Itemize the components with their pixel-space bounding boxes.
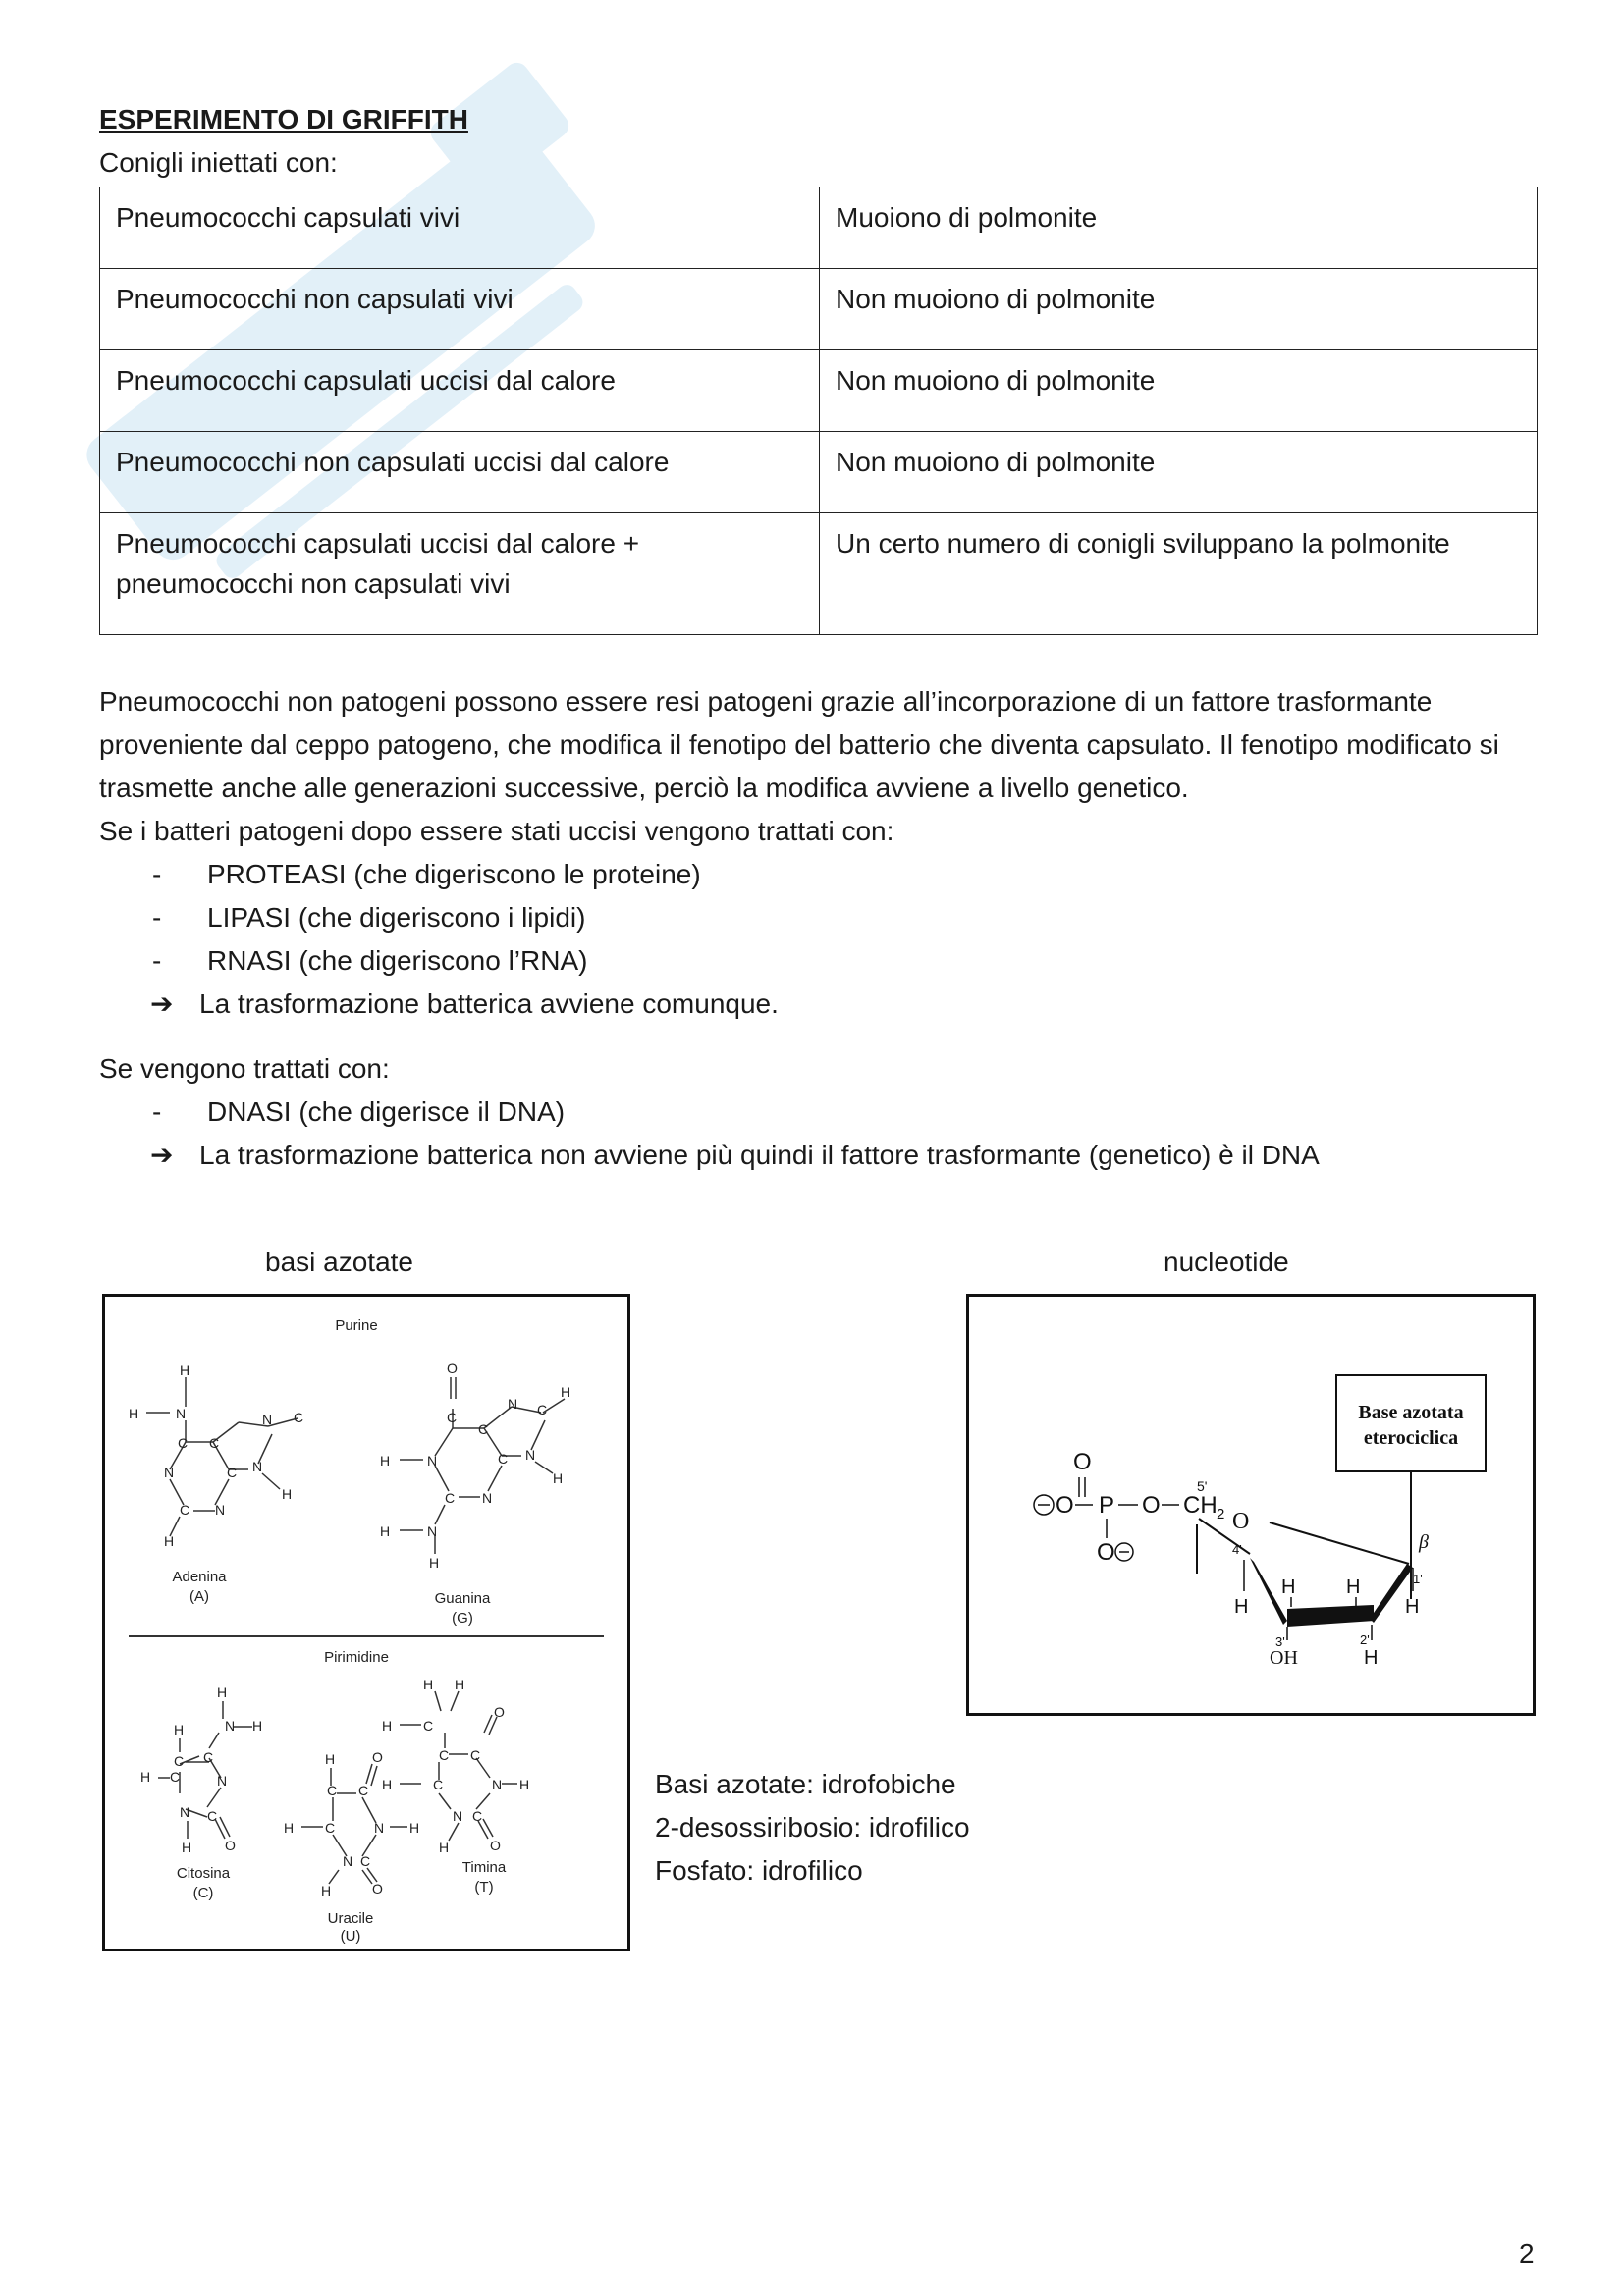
table-row — [100, 350, 1538, 432]
table-cell: Pneumococchi non capsulati vivi — [100, 269, 820, 350]
svg-text:H: H — [252, 1718, 263, 1734]
svg-text:H: H — [1346, 1576, 1361, 1598]
adenine-abbr: (A) — [189, 1588, 209, 1605]
guanine-label: Guanina — [434, 1590, 491, 1607]
deoxyribose-ring — [1197, 1509, 1429, 1669]
svg-text:H: H — [519, 1777, 530, 1792]
svg-text:C: C — [327, 1783, 338, 1798]
svg-text:C: C — [433, 1777, 444, 1792]
svg-text:C: C — [423, 1718, 434, 1734]
svg-text:C: C — [180, 1502, 190, 1518]
uracil-abbr: (U) — [340, 1928, 361, 1945]
page-title: ESPERIMENTO DI GRIFFITH — [99, 104, 468, 134]
svg-text:CH: CH — [1183, 1492, 1218, 1519]
cytosine-abbr: (C) — [192, 1885, 214, 1901]
svg-text:C: C — [227, 1465, 238, 1480]
svg-text:N: N — [482, 1490, 493, 1506]
svg-text:H: H — [140, 1769, 151, 1785]
figure-caption-nucleotide: nucleotide — [1164, 1247, 1289, 1277]
thymine-label: Timina — [461, 1859, 507, 1876]
svg-text:C: C — [325, 1820, 336, 1836]
conclusion-text: La trasformazione batterica non avviene più quindi il fattore trasformante (genetico) è il DNA — [199, 1140, 1320, 1170]
svg-text:C: C — [478, 1421, 489, 1437]
svg-text:C: C — [174, 1753, 185, 1769]
list-item-text: LIPASI (che digeriscono i lipidi) — [207, 902, 586, 933]
svg-text:2: 2 — [1217, 1506, 1225, 1522]
svg-text:3': 3' — [1275, 1634, 1285, 1649]
svg-text:1': 1' — [1413, 1572, 1423, 1586]
table-cell — [100, 513, 820, 635]
svg-text:C: C — [470, 1747, 481, 1763]
svg-text:N: N — [180, 1804, 190, 1820]
svg-text:O: O — [372, 1749, 383, 1765]
svg-text:H: H — [380, 1453, 391, 1468]
uracil-label: Uracile — [327, 1910, 374, 1927]
table-cell-line: pneumococchi non capsulati vivi — [116, 568, 511, 599]
svg-text:H: H — [561, 1384, 571, 1400]
svg-text:H: H — [429, 1555, 440, 1571]
arrow-right-icon: ➔ — [150, 1140, 174, 1170]
cytosine-label: Citosina — [176, 1865, 231, 1882]
svg-text:H: H — [180, 1362, 190, 1378]
table-row — [100, 513, 1538, 635]
table-cell: Pneumococchi non capsulati uccisi dal calore — [100, 432, 820, 513]
svg-text:C: C — [170, 1769, 181, 1785]
bases-diagram — [105, 1297, 627, 1949]
thymine-abbr: (T) — [474, 1879, 494, 1896]
svg-text:C: C — [294, 1410, 304, 1425]
pyrimidine-header: Pirimidine — [324, 1649, 389, 1666]
svg-text:C: C — [445, 1490, 456, 1506]
conclusion-2 — [99, 1134, 1538, 1177]
svg-text:N: N — [492, 1777, 503, 1792]
svg-text:C: C — [498, 1451, 509, 1467]
figure-nucleotide — [966, 1294, 1536, 1716]
base-box — [1336, 1375, 1486, 1471]
svg-text:H: H — [382, 1777, 393, 1792]
list-item: - RNASI (che digeriscono l’RNA) — [152, 945, 588, 976]
svg-text:C: C — [439, 1747, 450, 1763]
svg-text:C: C — [360, 1853, 371, 1869]
list-item-text: RNASI (che digeriscono l’RNA) — [207, 945, 588, 976]
svg-text:H: H — [1281, 1576, 1296, 1598]
svg-text:C: C — [209, 1435, 220, 1451]
svg-text:H: H — [164, 1533, 175, 1549]
svg-text:H: H — [182, 1840, 192, 1855]
properties-notes — [655, 1763, 970, 1893]
svg-text:H: H — [455, 1677, 465, 1692]
svg-text:H: H — [1234, 1596, 1249, 1618]
treatment-intro-1: Se i batteri patogeni dopo essere stati uccisi vengono trattati con: — [99, 816, 894, 846]
treatment-intro-2: Se vengono trattati con: — [99, 1053, 390, 1084]
svg-text:C: C — [537, 1402, 548, 1417]
svg-text:H: H — [282, 1486, 293, 1502]
svg-text:H: H — [325, 1751, 336, 1767]
conclusion-text: La trasformazione batterica avviene comunque. — [199, 988, 779, 1019]
svg-text:H: H — [129, 1406, 139, 1421]
oh-label: OH — [1270, 1647, 1298, 1669]
purine-header: Purine — [335, 1317, 378, 1334]
svg-text:H: H — [174, 1722, 185, 1737]
svg-text:O: O — [1142, 1492, 1161, 1519]
body-paragraph: Pneumococchi non patogeni possono essere resi patogeni grazie all’incorporazione di un fattore trasformante proveniente dal ceppo patogeno, che modifica il fenotipo del batterio che diventa capsulato. Il fenotipo modificato si trasmette anche alle generazioni successive, perciò la modifica avviene a livello genetico. — [99, 686, 1499, 803]
svg-text:H: H — [321, 1883, 332, 1898]
svg-text:4': 4' — [1232, 1542, 1242, 1557]
list-item-text: DNASI (che digerisce il DNA) — [207, 1096, 566, 1127]
svg-text:O: O — [1073, 1449, 1092, 1475]
guanine-abbr: (G) — [452, 1610, 473, 1627]
svg-text:N: N — [215, 1502, 226, 1518]
svg-text:N: N — [508, 1396, 518, 1412]
svg-text:N: N — [427, 1453, 438, 1468]
table-row — [100, 432, 1538, 513]
svg-text:H: H — [380, 1523, 391, 1539]
table-row — [100, 187, 1538, 269]
svg-text:C: C — [178, 1435, 189, 1451]
table-cell: Pneumococchi capsulati vivi — [100, 187, 820, 269]
svg-text:H: H — [423, 1677, 434, 1692]
griffith-table — [99, 187, 1538, 635]
svg-text:N: N — [176, 1406, 187, 1421]
svg-text:C: C — [207, 1808, 218, 1824]
svg-text:P: P — [1099, 1492, 1115, 1519]
svg-text:N: N — [453, 1808, 463, 1824]
note-line: Basi azotate: idrofobiche — [655, 1769, 956, 1799]
document-page — [99, 98, 1538, 1177]
svg-text:5': 5' — [1197, 1478, 1208, 1494]
svg-text:O: O — [1232, 1509, 1250, 1534]
svg-text:N: N — [225, 1718, 236, 1734]
list-item: - PROTEASI (che digeriscono le proteine) — [152, 859, 701, 889]
table-cell: Un certo numero di conigli sviluppano la polmonite — [820, 513, 1538, 635]
svg-text:H: H — [409, 1820, 420, 1836]
base-label-line2: eterociclica — [1363, 1427, 1459, 1449]
nucleotide-diagram — [969, 1297, 1533, 1713]
svg-text:H: H — [1364, 1647, 1379, 1669]
adenine-label: Adenina — [172, 1569, 227, 1585]
svg-text:H: H — [1405, 1596, 1420, 1618]
svg-text:N: N — [217, 1773, 228, 1789]
svg-text:O: O — [447, 1361, 458, 1376]
svg-text:N: N — [525, 1447, 536, 1463]
svg-text:O: O — [494, 1704, 505, 1720]
list-item: - LIPASI (che digeriscono i lipidi) — [152, 902, 586, 933]
svg-text:O: O — [225, 1838, 236, 1853]
svg-text:H: H — [439, 1840, 450, 1855]
enzyme-list-2 — [99, 1091, 1538, 1134]
svg-text:C: C — [447, 1410, 458, 1425]
svg-text:C: C — [358, 1783, 369, 1798]
table-cell-line: Pneumococchi capsulati uccisi dal calore + — [116, 528, 640, 559]
svg-text:O: O — [1097, 1539, 1115, 1566]
table-cell: Pneumococchi capsulati uccisi dal calore — [100, 350, 820, 432]
list-item-text: PROTEASI (che digeriscono le proteine) — [207, 859, 701, 889]
beta-label: β — [1419, 1531, 1429, 1553]
uracil-atoms — [284, 1749, 419, 1898]
base-label-line1: Base azotata — [1358, 1402, 1464, 1423]
figure-caption-bases: basi azotate — [265, 1247, 413, 1277]
svg-text:N: N — [374, 1820, 385, 1836]
svg-text:H: H — [553, 1470, 564, 1486]
svg-text:N: N — [164, 1465, 175, 1480]
svg-text:2': 2' — [1360, 1632, 1370, 1647]
svg-text:H: H — [217, 1684, 228, 1700]
svg-text:O: O — [1056, 1492, 1074, 1519]
svg-text:H: H — [382, 1718, 393, 1734]
figure-nitrogenous-bases — [102, 1294, 630, 1951]
table-cell: Non muoiono di polmonite — [820, 269, 1538, 350]
conclusion-1 — [99, 983, 1538, 1026]
svg-text:H: H — [284, 1820, 295, 1836]
svg-text:O: O — [490, 1838, 501, 1853]
svg-text:O: O — [372, 1881, 383, 1896]
svg-text:N: N — [343, 1853, 353, 1869]
enzyme-list-1 — [99, 853, 1538, 983]
page-number: 2 — [1519, 2238, 1535, 2269]
intro-text: Conigli iniettati con: — [99, 147, 338, 178]
table-cell: Non muoiono di polmonite — [820, 350, 1538, 432]
svg-text:N: N — [252, 1459, 263, 1474]
svg-text:C: C — [203, 1749, 214, 1765]
svg-text:N: N — [262, 1412, 273, 1427]
table-row — [100, 269, 1538, 350]
arrow-right-icon: ➔ — [150, 988, 174, 1019]
adenine-atoms — [129, 1362, 303, 1549]
note-line: 2-desossiribosio: idrofilico — [655, 1812, 970, 1842]
list-item: - DNASI (che digerisce il DNA) — [152, 1096, 566, 1127]
svg-text:C: C — [472, 1808, 483, 1824]
cytosine-atoms — [140, 1684, 262, 1855]
svg-text:N: N — [427, 1523, 438, 1539]
table-cell: Muoiono di polmonite — [820, 187, 1538, 269]
table-cell: Non muoiono di polmonite — [820, 432, 1538, 513]
note-line: Fosfato: idrofilico — [655, 1855, 863, 1886]
